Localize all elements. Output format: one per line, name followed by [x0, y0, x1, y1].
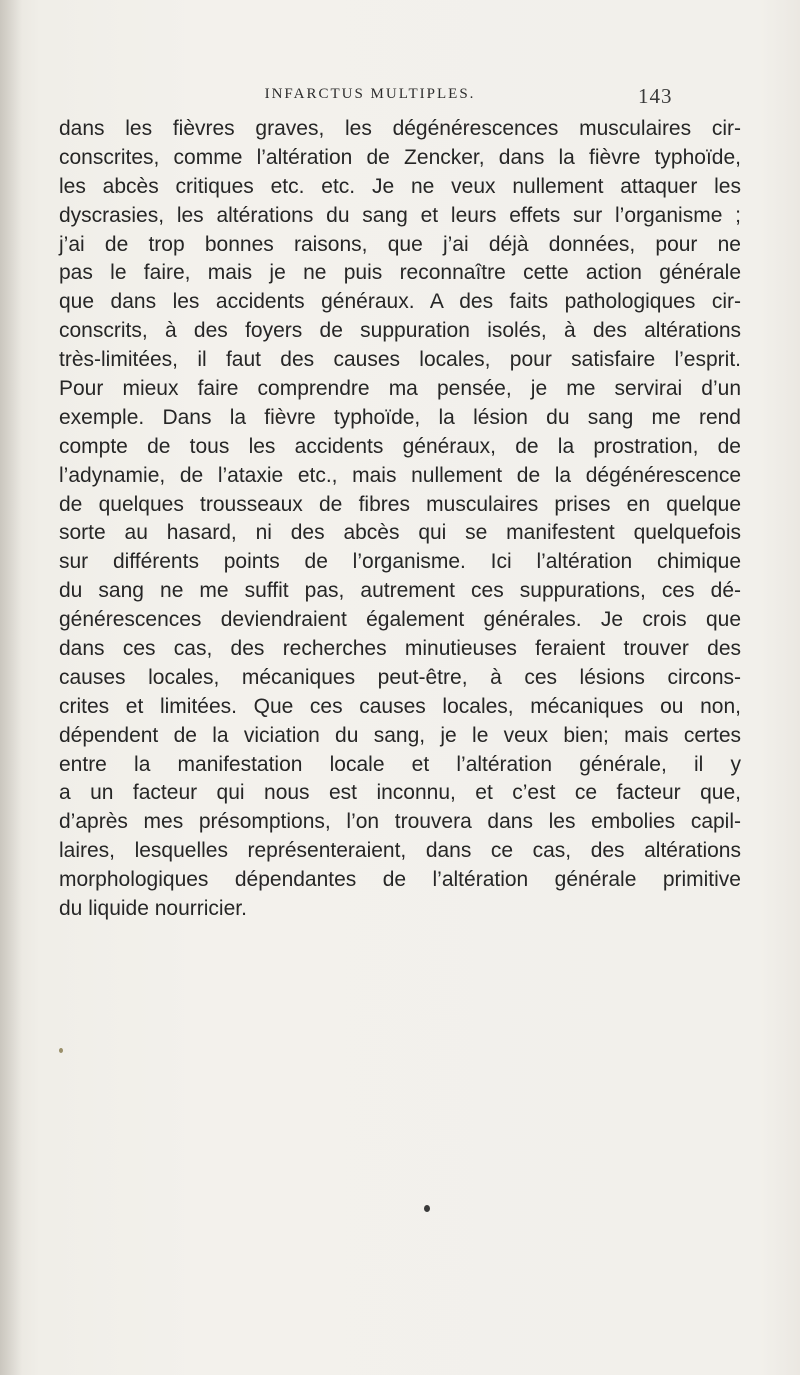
text-line: dépendent de la viciation du sang, je le veux bien; mais certes: [59, 723, 741, 747]
text-line: Pour mieux faire comprendre ma pensée, je me servirai d’un: [59, 377, 741, 401]
text-line: de quelques trousseaux de fibres musculaires prises en quelque: [59, 492, 741, 516]
text-line: très-limitées, il faut des causes locales, pour satisfaire l’esprit.: [59, 348, 741, 372]
text-line: j’ai de trop bonnes raisons, que j’ai déjà données, pour ne: [59, 232, 741, 256]
text-line: du sang ne me suffit pas, autrement ces suppurations, ces dé-: [59, 579, 741, 603]
text-line: pas le faire, mais je ne puis reconnaître cette action générale: [59, 261, 741, 285]
text-line: compte de tous les accidents généraux, de la prostration, de: [59, 434, 741, 458]
text-line: générescences deviendraient également générales. Je crois que: [59, 608, 741, 632]
text-line: laires, lesquelles représenteraient, dans ce cas, des altérations: [59, 839, 741, 863]
running-header: [0, 84, 800, 110]
text-line: dans ces cas, des recherches minutieuses feraient trouver des: [59, 637, 741, 661]
text-line: sorte au hasard, ni des abcès qui se manifestent quelquefois: [59, 521, 741, 545]
text-line: conscrits, à des foyers de suppuration isolés, à des altérations: [59, 319, 741, 343]
text-line: conscrites, comme l’altération de Zencker, dans la fièvre typhoïde,: [59, 145, 741, 169]
text-line: du liquide nourricier.: [59, 897, 247, 921]
text-line: les abcès critiques etc. etc. Je ne veux nullement attaquer les: [59, 174, 741, 198]
text-line: crites et limitées. Que ces causes locales, mécaniques ou non,: [59, 694, 741, 718]
text-line: d’après mes présomptions, l’on trouvera dans les embolies capil-: [59, 810, 741, 834]
text-line: sur différents points de l’organisme. Ici l’altération chimique: [59, 550, 741, 574]
text-line: causes locales, mécaniques peut-être, à ces lésions circons-: [59, 665, 741, 689]
running-title: INFARCTUS MULTIPLES.: [264, 86, 476, 102]
text-line: dans les fièvres graves, les dégénérescences musculaires cir-: [59, 117, 741, 140]
text-line: l’adynamie, de l’ataxie etc., mais nullement de la dégénérescence: [59, 463, 741, 487]
text-line: morphologiques dépendantes de l’altération générale primitive: [59, 868, 741, 892]
text-line: exemple. Dans la fièvre typhoïde, la lésion du sang me rend: [59, 405, 741, 429]
text-line: a un facteur qui nous est inconnu, et c’est ce facteur que,: [59, 781, 741, 805]
page-gutter-shadow: [0, 0, 22, 1375]
body-text: [59, 115, 741, 924]
page-number: 143: [638, 84, 673, 108]
text-line: entre la manifestation locale et l’altération générale, il y: [59, 752, 741, 776]
text-line: dyscrasies, les altérations du sang et leurs effets sur l’organisme ;: [59, 203, 741, 227]
ink-speck: [59, 1048, 63, 1053]
ink-speck: [424, 1205, 430, 1212]
text-line: que dans les accidents généraux. A des faits pathologiques cir-: [59, 290, 741, 314]
